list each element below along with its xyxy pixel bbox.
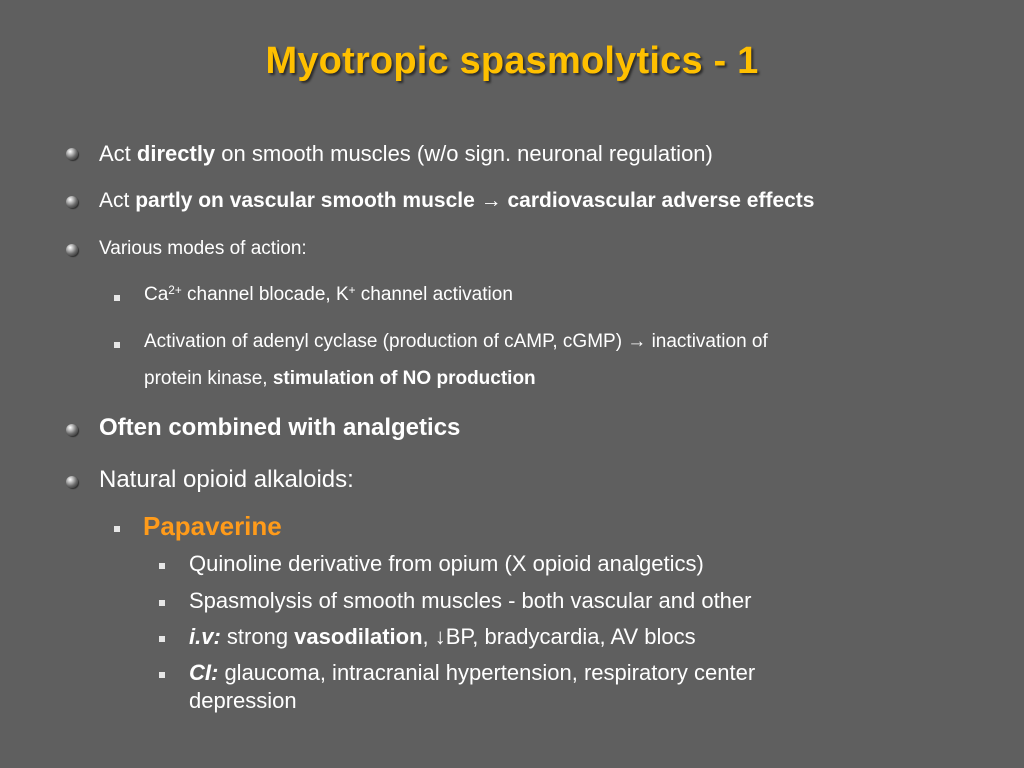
papaverine-ci-line1 <box>189 660 755 686</box>
sub-bullet-channels <box>144 284 513 306</box>
sphere-bullet-icon <box>66 244 78 256</box>
bullet-act-directly <box>99 141 713 167</box>
text-ci: glaucoma, intracranial hypertension, respiratory center <box>218 660 756 685</box>
papaverine-spasmolysis: Spasmolysis of smooth muscles - both vascular and other <box>189 588 752 613</box>
bullet-act-partly <box>99 189 814 213</box>
bullet-bold: cardiovascular adverse effects <box>507 189 815 212</box>
bullet-arrow: → <box>474 189 508 212</box>
papaverine-iv <box>189 624 696 650</box>
superscript-ca: 2+ <box>168 284 182 297</box>
text-ca: Ca <box>144 284 169 305</box>
papaverine-quinoline: Quinoline derivative from opium (X opioid analgetics) <box>189 551 704 576</box>
square-bullet-icon <box>114 295 120 301</box>
square-bullet-icon <box>159 672 165 678</box>
square-bullet-icon <box>114 526 120 532</box>
text-protein-kinase: protein kinase, <box>144 368 273 389</box>
square-bullet-icon <box>159 563 165 569</box>
label-iv: i.v: <box>189 624 221 649</box>
square-bullet-icon <box>159 600 165 606</box>
bullet-text: on smooth muscles (w/o sign. neuronal regulation) <box>215 141 713 166</box>
square-bullet-icon <box>159 636 165 642</box>
text-mid: channel blocade, K <box>181 284 349 305</box>
text-post: channel activation <box>355 284 513 305</box>
bullet-modes-of-action: Various modes of action: <box>99 238 307 259</box>
papaverine-ci-line2: depression <box>189 688 297 713</box>
bullet-bold: partly on vascular smooth muscle <box>135 189 475 212</box>
label-ci: CI: <box>189 660 219 685</box>
sphere-bullet-icon <box>66 196 78 208</box>
text-bp: , ↓BP, bradycardia, AV blocs <box>422 624 696 649</box>
slide-title: Myotropic spasmolytics - 1 <box>265 40 759 82</box>
papaverine-heading: Papaverine <box>143 511 282 541</box>
bullet-bold: directly <box>136 141 216 166</box>
sphere-bullet-icon <box>66 148 78 160</box>
superscript-k: + <box>348 284 356 297</box>
sub-bullet-adenyl-cyclase-line2 <box>144 368 536 390</box>
sphere-bullet-icon <box>66 476 78 488</box>
bullet-combined-analgetics: Often combined with analgetics <box>99 414 461 441</box>
text-strong: strong <box>220 624 295 649</box>
text-vasodilation: vasodilation <box>294 624 423 649</box>
sub-bullet-adenyl-cyclase-line1: Activation of adenyl cyclase (production of cAMP, cGMP) → inactivation of <box>144 331 768 352</box>
bullet-natural-opioid: Natural opioid alkaloids: <box>99 466 354 493</box>
sphere-bullet-icon <box>66 424 78 436</box>
text-no-production: stimulation of NO production <box>272 368 536 389</box>
bullet-text: Act <box>99 141 137 166</box>
bullet-text: Act <box>99 189 136 212</box>
square-bullet-icon <box>114 342 120 348</box>
